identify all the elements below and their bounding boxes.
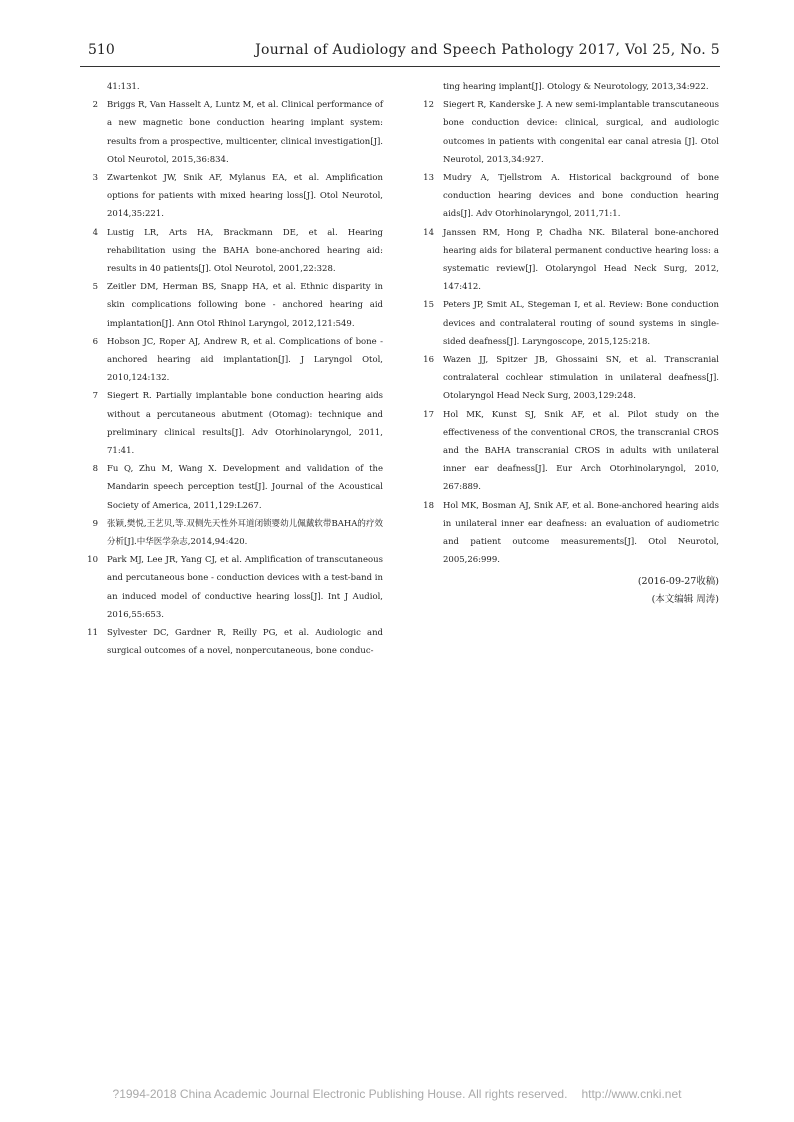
reference-item: 2 Briggs R, Van Hasselt A, Luntz M, et al. Clinical performance of a new magnetic bone conduction hearing implant system: results from a prospective, multicenter, clinical investigation[J]. Otol Neurotol, 2015,36:834. (92, 100, 383, 165)
reference-item: ting hearing implant[J]. Otology & Neurotology, 2013,34:922. (443, 82, 709, 92)
reference-item: 6 Hobson JC, Roper AJ, Andrew R, et al. Complications of bone - anchored hearing aid implantation[J]. J Laryngol Otol, 2010,124:132. (92, 336, 383, 384)
reference-item: 13 Mudry A, Tjellstrom A. Historical background of bone conduction hearing devices and bone conduction hearing aids[J]. Adv Otorhinolaryngol, 2011,71:1. (423, 173, 719, 220)
reference-item: 11 Sylvester DC, Gardner R, Reilly PG, et al. Audiologic and surgical outcomes of a novel, nonpercutaneous, bone conduc- (87, 628, 383, 657)
reference-item: 3 Zwartenkot JW, Snik AF, Mylanus EA, et al. Amplification options for patients with mixed hearing loss[J]. Otol Neurotol, 2014,35:221. (92, 173, 383, 220)
copyright-text: ?1994-2018 China Academic Journal Electronic Publishing House. All rights reserved. (112, 1087, 568, 1101)
reference-item: 41:131. (107, 82, 140, 92)
reference-item: 8 Fu Q, Zhu M, Wang X. Development and validation of the Mandarin speech perception test[J]. Journal of the Acoustical Society of America, 2011,129:L267. (92, 464, 383, 511)
reference-item: 7 Siegert R. Partially implantable bone conduction hearing aids without a percutaneous abutment (Otomag): technique and preliminary clinical results[J]. Adv Otorhinolaryngol, 2011, 71:41. (92, 391, 383, 457)
copyright-footer (0, 1087, 794, 1101)
reference-item: 12 Siegert R, Kanderske J. A new semi-implantable transcutaneous bone conduction device: clinical, surgical, and audiologic outcomes in patients with congenital ear canal atresia [J]. Otol Neurotol, 2013,34:927. (423, 100, 719, 165)
received-date: (2016-09-27收稿) (637, 576, 719, 588)
references-right-column (423, 78, 719, 609)
page-number: 510 (88, 42, 115, 58)
references-left-column (87, 78, 383, 661)
header-rule (80, 66, 720, 67)
editor-note: (本文编辑 周涛) (651, 594, 719, 606)
reference-item: 15 Peters JP, Smit AL, Stegeman I, et al. Review: Bone conduction devices and contralateral routing of sound systems in single-sided deafness[J]. Laryngoscope, 2015,125:218. (423, 300, 719, 347)
footer-url: http://www.cnki.net (581, 1087, 682, 1101)
reference-item: 10 Park MJ, Lee JR, Yang CJ, et al. Amplification of transcutaneous and percutaneous bone - conduction devices with a test-band in an induced model of conductive hearing loss[J]. Int J Audiol, 2016,55:653. (87, 555, 383, 620)
reference-item: 18 Hol MK, Bosman AJ, Snik AF, et al. Bone-anchored hearing aids in unilateral inner ear deafness: an evaluation of audiometric and patient outcome measurements[J]. Otol Neurotol, 2005,26:999. (423, 500, 719, 566)
reference-item: 16 Wazen JJ, Spitzer JB, Ghossaini SN, et al. Transcranial contralateral cochlear stimulation in unilateral deafness[J]. Otolaryngol Head Neck Surg, 2003,129:248. (423, 355, 719, 402)
reference-item: 5 Zeitler DM, Herman BS, Snapp HA, et al. Ethnic disparity in skin complications following bone - anchored hearing aid implantation[J]. Ann Otol Rhinol Laryngol, 2012,121:549. (92, 282, 383, 329)
reference-item: 4 Lustig LR, Arts HA, Brackmann DE, et al. Hearing rehabilitation using the BAHA bone-anchored hearing aid: results in 40 patients[J]. Otol Neurotol, 2001,22:328. (92, 227, 383, 275)
reference-item: 17 Hol MK, Kunst SJ, Snik AF, et al. Pilot study on the effectiveness of the conventional CROS, the transcranial CROS and the BAHA transcranial CROS in adults with unilateral inner ear deafness[J]. Eur Arch Otorhinolaryngol, 2010, 267:889. (423, 409, 719, 493)
reference-item: 14 Janssen RM, Hong P, Chadha NK. Bilateral bone-anchored hearing aids for bilateral permanent conductive hearing loss: a systematic review[J]. Otolaryngol Head Neck Surg, 2012, 147:412. (423, 227, 719, 293)
journal-header: Journal of Audiology and Speech Pathology 2017, Vol 25, No. 5 (255, 42, 720, 58)
reference-item: 9 张颖,樊悦,王艺贝,等.双侧先天性外耳道闭锁婴幼儿佩戴软带BAHA的疗效分析[J].中华医学杂志,2014,94:420. (92, 518, 383, 548)
